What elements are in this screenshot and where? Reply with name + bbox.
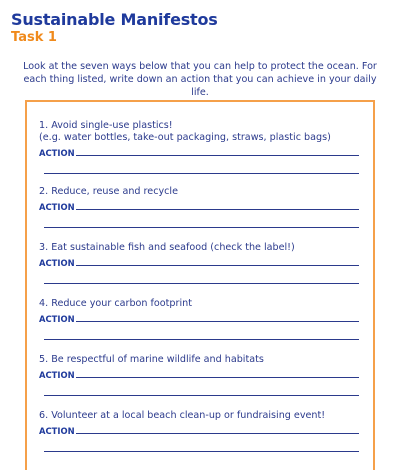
- task-6-action-line[interactable]: [76, 433, 359, 434]
- task-3-text: 3. Eat sustainable fish and seafood (check the label!): [39, 242, 295, 253]
- task-4-text: 4. Reduce your carbon footprint: [39, 298, 192, 309]
- task-3-action-line[interactable]: [76, 265, 359, 266]
- task-2-second-line[interactable]: [44, 227, 359, 228]
- task-4-action-line[interactable]: [76, 321, 359, 322]
- task-6-second-line[interactable]: [44, 451, 359, 452]
- task-1-text: 1. Avoid single-use plastics!: [39, 120, 173, 131]
- page-title: Sustainable Manifestos: [11, 10, 218, 29]
- task-2-text: 2. Reduce, reuse and recycle: [39, 186, 178, 197]
- action-label: ACTION: [39, 314, 75, 324]
- task-item-4: [39, 298, 369, 340]
- action-label: ACTION: [39, 202, 75, 212]
- task-item-3: [39, 242, 369, 284]
- task-2-action-line[interactable]: [76, 209, 359, 210]
- task-item-2: [39, 186, 369, 228]
- task-item-6: [39, 410, 369, 452]
- task-6-text: 6. Volunteer at a local beach clean-up or fundraising event!: [39, 410, 326, 421]
- action-label: ACTION: [39, 426, 75, 436]
- task-1-action-line[interactable]: [76, 155, 359, 156]
- task-4-second-line[interactable]: [44, 339, 359, 340]
- task-1-second-line[interactable]: [44, 173, 359, 174]
- task-subtitle: Task 1: [11, 30, 57, 45]
- task-item-5: [39, 354, 369, 396]
- task-item-1: [39, 120, 369, 174]
- task-3-second-line[interactable]: [44, 283, 359, 284]
- task-5-action-row[interactable]: [39, 367, 369, 380]
- task-2-action-row[interactable]: [39, 199, 369, 212]
- action-label: ACTION: [39, 258, 75, 268]
- action-label: ACTION: [39, 370, 75, 380]
- task-5-second-line[interactable]: [44, 395, 359, 396]
- task-5-action-line[interactable]: [76, 377, 359, 378]
- task-6-action-row[interactable]: [39, 423, 369, 436]
- task-4-action-row[interactable]: [39, 311, 369, 324]
- task-1-action-row[interactable]: [39, 145, 369, 158]
- intro-text: Look at the seven ways below that you can help to protect the ocean. For each thing listed, write down an action that you can achieve in your daily life.: [23, 61, 377, 98]
- task-3-action-row[interactable]: [39, 255, 369, 268]
- action-label: ACTION: [39, 148, 75, 158]
- task-1-example: (e.g. water bottles, take-out packaging, straws, plastic bags): [39, 132, 331, 143]
- task-5-text: 5. Be respectful of marine wildlife and habitats: [39, 354, 264, 365]
